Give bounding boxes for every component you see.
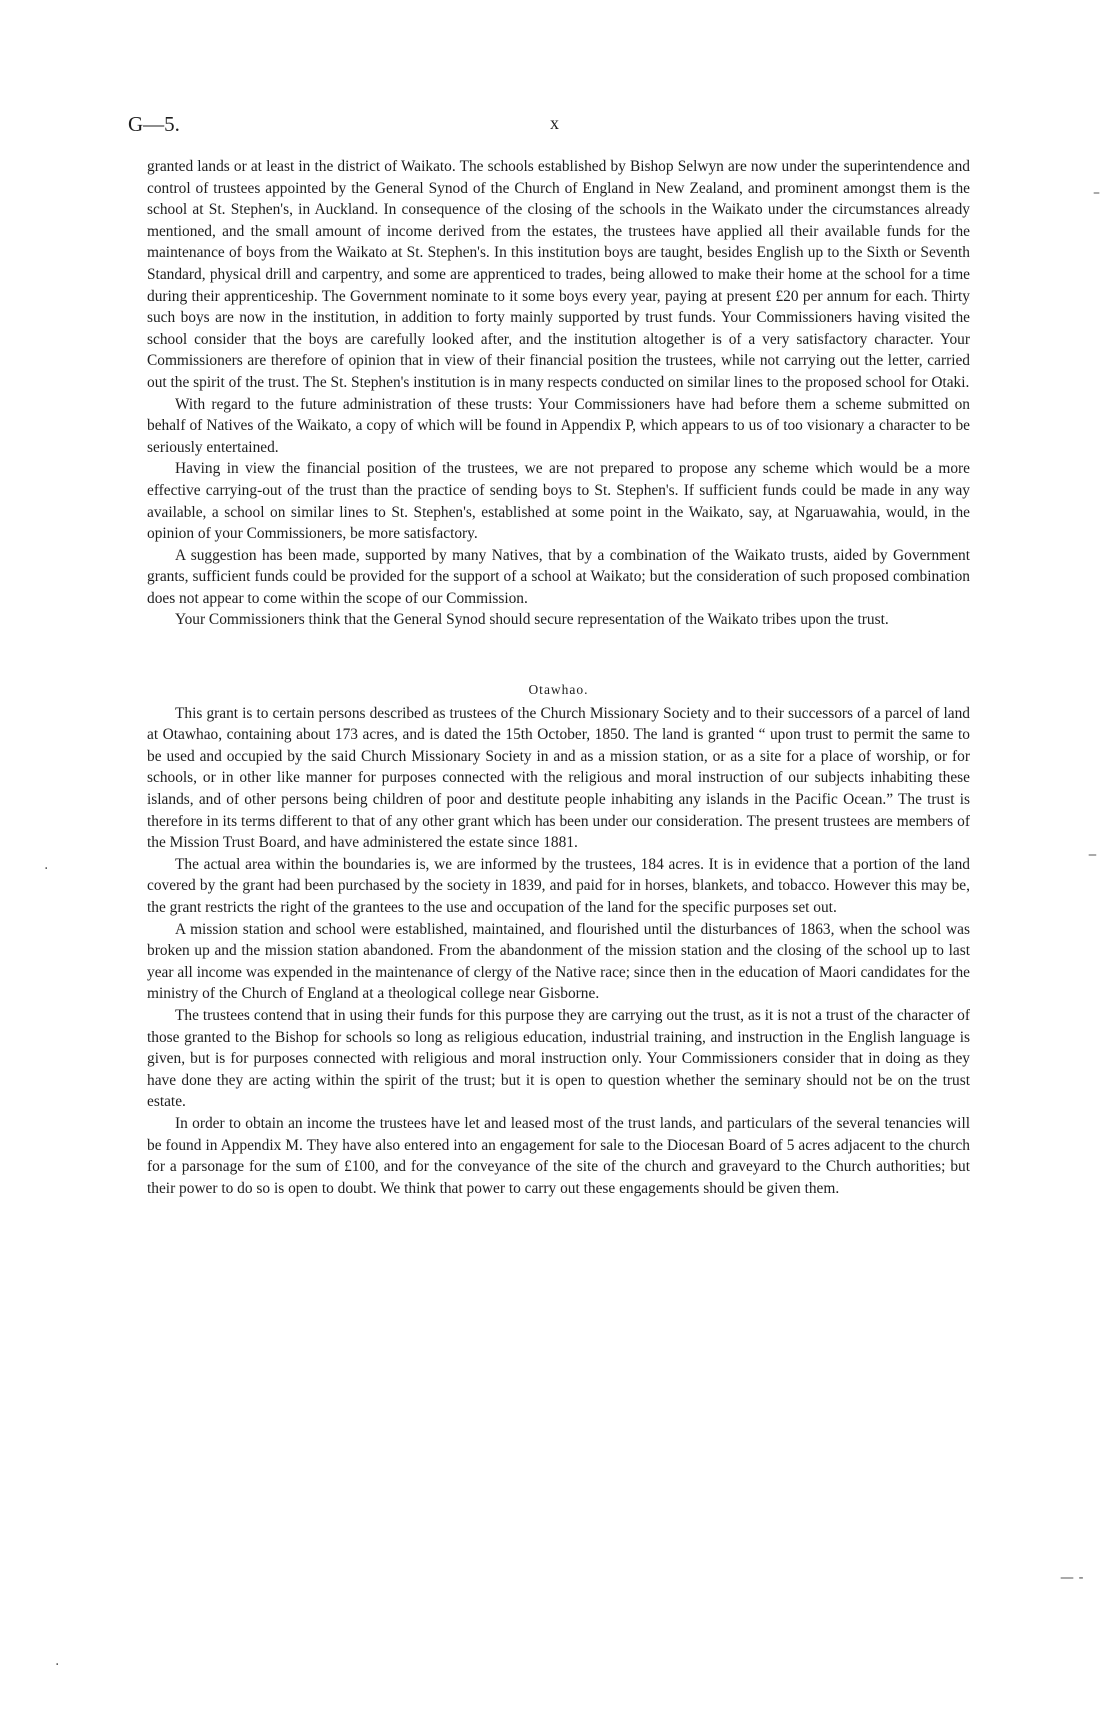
- body-paragraph: Your Commissioners think that the General Synod should secure representation of the Waikato tribes upon the trust.: [175, 611, 889, 629]
- document-body: [147, 156, 970, 1199]
- otawhao-paragraph: The actual area within the boundaries is, we are informed by the trustees, 184 acres. It is in evidence that a portion of the land covered by the grant had been purchased by the society in 1839, and paid for in horses, blankets, and tobacco. However this may be, the grant restricts the right of the grantees to the use and occupation of the land for the specific purposes set out.: [147, 855, 970, 916]
- otawhao-paragraph: This grant is to certain persons described as trustees of the Church Missionary Society and to their successors of a parcel of land at Otawhao, containing about 173 acres, and is dated the 15th October, 1850. The land is granted “ upon trust to permit the same to be used and occupied by the said Church Missionary Society in and as a mission station, or as a site for a place of worship, or for schools, or in other like manner for purposes connected with the religious and moral instruction of our subjects inhabiting these islands, and of other persons being children of poor and destitute people inhabiting any islands in the Pacific Ocean.” The trust is therefore in its terms different to that of any other grant which has been under our consideration. The present trustees are members of the Mission Trust Board, and have administered the estate since 1881.: [147, 704, 970, 852]
- margin-dash-mark: –: [1093, 185, 1100, 201]
- body-paragraph: granted lands or at least in the district of Waikato. The schools established by Bishop Selwyn are now under the superintendence and control of trustees appointed by the General Synod of the Church of England in New Zealand, and prominent amongst them is the school at St. Stephen's, in Auckland. In consequence of the closing of the schools in the Waikato under the circumstances already mentioned, and the small amount of income derived from the estates, the trustees have applied all their available funds for the maintenance of boys from the Waikato at St. Stephen's. In this institution boys are taught, besides English up to the Sixth or Seventh Standard, physical drill and carpentry, and some are apprenticed to trades, being allowed to make their home at the school for a time during their apprenticeship. The Government nominate to it some boys every year, paying at present £20 per annum for each. Thirty such boys are now in the institution, in addition to forty mainly supported by trust funds. Your Commissioners having visited the school consider that the boys are carefully looked after, and the institution altogether is of a very satisfactory character. Your Commissioners are therefore of opinion that in view of their financial position the trustees, while not carrying out the letter, carried out the spirit of the trust. The St. Stephen's institution is in many respects conducted on similar lines to the proposed school for Otaki.: [147, 158, 970, 391]
- margin-dash-mark: — -: [1060, 1570, 1084, 1586]
- otawhao-paragraph: In order to obtain an income the trustees have let and leased most of the trust lands, and particulars of the several tenancies will be found in Appendix M. They have also entered into an engagement for sale to the Diocesan Board of 5 acres adjacent to the church for a parsonage for the sum of £100, and for the conveyance of the site of the church and graveyard to the Church authorities; but their power to do so is open to doubt. We think that power to carry out these engagements should be given them.: [147, 1114, 970, 1197]
- otawhao-paragraph: The trustees contend that in using their funds for this purpose they are carrying out the trust, as it is not a trust of the character of those granted to the Bishop for schools so long as religious education, industrial training, and instruction in the English language is given, but is for purposes connected with religious and moral instruction only. Your Commissioners consider that in doing as they have done they are acting within the spirit of the trust; but it is open to question whether the seminary should not be on the trust estate.: [147, 1006, 970, 1111]
- margin-dot-mark: ·: [55, 1657, 60, 1673]
- body-paragraph: A suggestion has been made, supported by many Natives, that by a combination of the Waikato trusts, aided by Government grants, sufficient funds could be provided for the support of a school at Waikato; but the consideration of such proposed combination does not appear to come within the scope of our Commission.: [147, 546, 970, 607]
- body-paragraph: Having in view the financial position of the trustees, we are not prepared to propose any scheme which would be a more effective carrying-out of the trust than the practice of sending boys to St. Stephen's. If sufficient funds could be made in any way available, a school on similar lines to St. Stephen's, established at some point in the Waikato, say, at Ngaruawahia, would, in the opinion of your Commissioners, be more satisfactory.: [147, 460, 970, 543]
- page-number: x: [550, 113, 560, 133]
- margin-dot-mark: ·: [44, 861, 49, 877]
- margin-dash-mark: ‒: [1088, 847, 1097, 863]
- page-header: [128, 112, 980, 142]
- otawhao-paragraph: A mission station and school were established, maintained, and flourished until the disturbances of 1863, when the school was broken up and the mission station abandoned. From the abandonment of the mission station and the closing of the school up to last year all income was expended in the maintenance of clergy of the Native race; since then in the education of Maori candidates for the ministry of the Church of England at a theological college near Gisborne.: [147, 920, 970, 1003]
- section-heading-otawhao: Otawhao.: [528, 682, 589, 698]
- body-paragraph: With regard to the future administration of these trusts: Your Commissioners have had before them a scheme submitted on behalf of Natives of the Waikato, a copy of which will be found in Appendix P, which appears to us of too visionary a character to be seriously entertained.: [147, 395, 970, 456]
- page-reference: G—5.: [128, 112, 180, 136]
